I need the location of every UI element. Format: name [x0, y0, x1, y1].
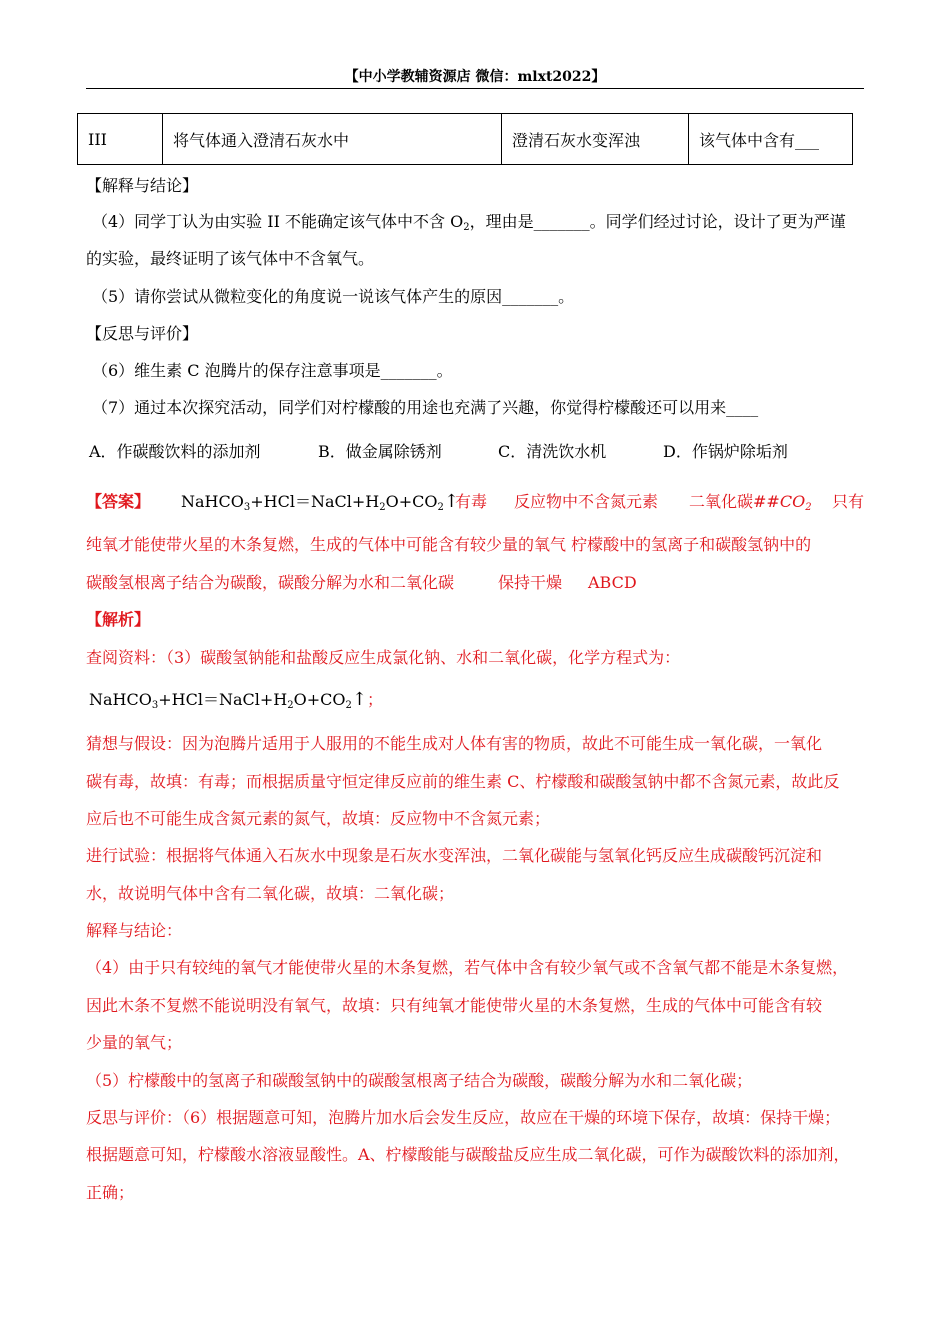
cell-phenomenon: 澄清石灰水变浑浊: [502, 114, 689, 165]
analysis-line-11: 少量的氧气；: [86, 1033, 183, 1052]
table-row: [78, 114, 853, 165]
question-6: （6）维生素 C 泡腾片的保存注意事项是_______。: [92, 361, 453, 380]
analysis-line-13: 反思与评价：（6）根据题意可知，泡腾片加水后会发生反应，故应在干燥的环境下保存，故填：保持干燥；: [86, 1108, 841, 1127]
cell-conclusion: 该气体中含有___: [689, 114, 853, 165]
answer-label: 【答案】: [86, 492, 151, 511]
answer-equation: $NaHCO_3+HCl=NaCl+H_2O+CO_2↑$: [181, 491, 459, 513]
question-7: （7）通过本次探究活动，同学们对柠檬酸的用途也充满了兴趣，你觉得柠檬酸还可以用来____: [92, 398, 759, 417]
analysis-line-4: 碳有毒，故填：有毒；而根据质量守恒定律反应前的维生素 C、柠檬酸和碳酸氢钠中都不含氮元素，故此反: [86, 772, 840, 791]
cell-operation: 将气体通入澄清石灰水中: [163, 114, 502, 165]
analysis-equation: $NaHCO_3+HCl=NaCl+H_2O+CO_2↑$；: [89, 689, 383, 711]
answer-line2: 纯氧才能使带火星的木条复燃，生成的气体中可能含有较少量的氧气 柠檬酸中的氢离子和碳酸氢钠中的: [86, 535, 812, 554]
analysis-line-15: 正确；: [86, 1183, 135, 1202]
answer-2: 有毒: [455, 492, 488, 511]
analysis-line-7: 水，故说明气体中含有二氧化碳，故填：二氧化碳；: [86, 884, 455, 903]
analysis-line-12: （5）柠檬酸中的氢离子和碳酸氢钠中的碳酸氢根离子结合为碳酸，碳酸分解为水和二氧化碳；: [86, 1071, 753, 1090]
header-divider: [86, 88, 864, 89]
page-header: 【中小学教辅资源店 微信：mlxt2022】: [344, 69, 606, 85]
analysis-line-1: 查阅资料：（3）碳酸氢钠能和盐酸反应生成氯化钠、水和二氧化碳，化学方程式为：: [86, 648, 681, 667]
answer-4: 二氧化碳$\#\#CO_2$: [689, 492, 812, 513]
question-4-line1: （4）同学丁认为由实验 II 不能确定该气体中不含 $O_2$，理由是_______。同学们经过讨论，设计了更为严谨: [92, 212, 846, 233]
question-5: （5）请你尝试从微粒变化的角度说一说该气体产生的原因_______。: [92, 287, 575, 306]
cell-number: III: [78, 114, 163, 165]
analysis-line-10: 因此木条不复燃不能说明没有氧气，故填：只有纯氧才能使带火星的木条复燃，生成的气体中可能含有较: [86, 996, 823, 1015]
answer-7: ABCD: [588, 573, 637, 592]
analysis-label: 【解析】: [86, 610, 151, 629]
analysis-line-3: 猜想与假设：因为泡腾片适用于人服用的不能生成对人体有害的物质，故此不可能生成一氧化碳，一氧化: [86, 734, 823, 753]
answer-5-start: 只有: [832, 492, 865, 511]
option-b: B．做金属除锈剂: [318, 442, 442, 461]
answer-6: 保持干燥: [498, 573, 563, 592]
section-heading-fansi: 【反思与评价】: [86, 324, 199, 343]
analysis-line-14: 根据题意可知，柠檬酸水溶液显酸性。A、柠檬酸能与碳酸盐反应生成二氧化碳，可作为碳酸饮料的添加剂，: [86, 1145, 850, 1164]
analysis-line-9: （4）由于只有较纯的氧气才能使带火星的木条复燃，若气体中含有较少氧气或不含氧气都不能是木条复燃，: [86, 958, 849, 977]
question-4-line2: 的实验，最终证明了该气体中不含氧气。: [86, 249, 375, 268]
option-c: C．清洗饮水机: [498, 442, 607, 461]
answer-3: 反应物中不含氮元素: [514, 492, 659, 511]
analysis-line-8: 解释与结论：: [86, 921, 183, 940]
analysis-line-5: 应后也不可能生成含氮元素的氮气，故填：反应物中不含氮元素；: [86, 809, 551, 828]
analysis-line-6: 进行试验：根据将气体通入石灰水中现象是石灰水变浑浊，二氧化碳能与氢氧化钙反应生成碳酸钙沉淀和: [86, 846, 823, 865]
answer-line3-text: 碳酸氢根离子结合为碳酸，碳酸分解为水和二氧化碳: [86, 573, 455, 592]
option-d: D．作锅炉除垢剂: [663, 442, 788, 461]
option-a: A．作碳酸饮料的添加剂: [89, 442, 261, 461]
section-heading-jieshi: 【解释与结论】: [86, 176, 199, 195]
experiment-table: [77, 113, 853, 165]
